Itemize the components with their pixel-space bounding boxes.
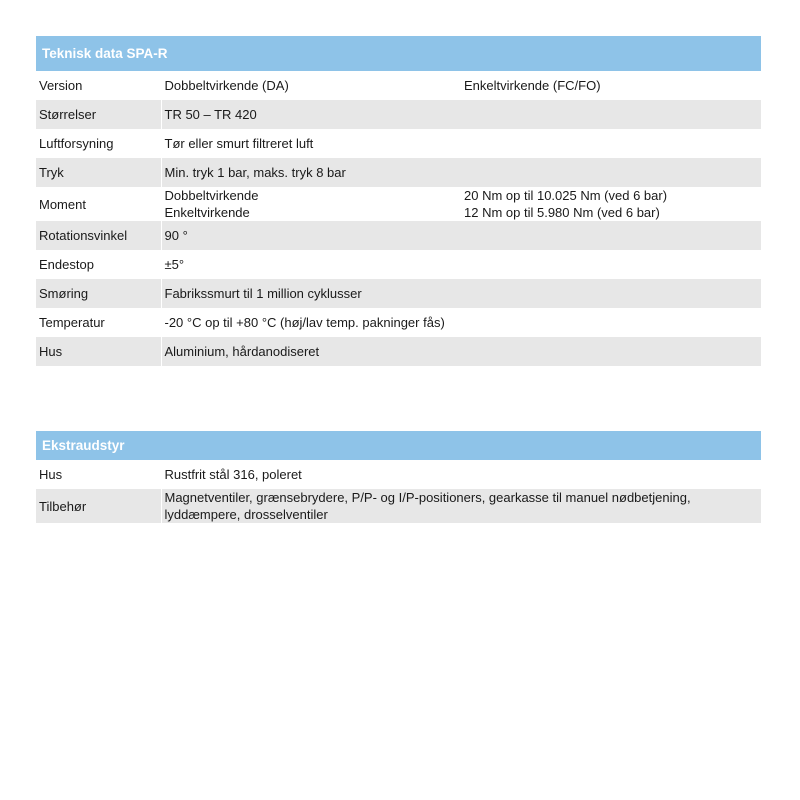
table-row [36, 460, 761, 489]
moment-types [161, 187, 461, 221]
accessories-value [161, 489, 761, 523]
pressure-value: Min. tryk 1 bar, maks. tryk 8 bar [161, 158, 761, 187]
version-value-fc: Enkeltvirkende (FC/FO) [464, 78, 601, 93]
moment-value-fc: 12 Nm op til 5.980 Nm (ved 6 bar) [464, 205, 660, 220]
temperature-value: -20 °C op til +80 °C (høj/lav temp. pakninger fås) [164, 315, 445, 330]
rotation-label: Rotationsvinkel [36, 221, 161, 250]
table-row [36, 250, 761, 279]
pressure-label: Tryk [36, 158, 161, 187]
table-row [36, 158, 761, 187]
accessories-label: Tilbehør [36, 489, 161, 523]
temperature-label: Temperatur [36, 308, 161, 337]
extra-housing-value: Rustfrit stål 316, poleret [164, 467, 302, 482]
accessories-line-1: Magnetventiler, grænsebrydere, P/P- og I/P-positioners, gearkasse til manuel nødbetjening, [164, 490, 691, 505]
table-row [36, 129, 761, 158]
version-label: Version [36, 71, 161, 100]
technical-data-title: Teknisk data SPA-R [36, 36, 761, 71]
moment-label: Moment [36, 187, 161, 221]
moment-value-da: 20 Nm op til 10.025 Nm (ved 6 bar) [464, 188, 668, 203]
table-row [36, 308, 761, 337]
table-row [36, 71, 761, 100]
table-row [36, 337, 761, 366]
accessories-title: Ekstraudstyr [36, 431, 761, 460]
sizes-value: TR 50 – TR 420 [161, 100, 761, 129]
technical-data-table [36, 36, 761, 366]
table-row [36, 100, 761, 129]
air-supply-value: Tør eller smurt filtreret luft [164, 136, 314, 151]
sizes-label: Størrelser [36, 100, 161, 129]
extra-housing-label: Hus [36, 460, 161, 489]
lubrication-label: Smøring [36, 279, 161, 308]
version-value-da: Dobbeltvirkende (DA) [164, 78, 289, 93]
lubrication-value: Fabrikssmurt til 1 million cyklusser [161, 279, 761, 308]
air-supply-label: Luftforsyning [36, 129, 161, 158]
rotation-value: 90 ° [161, 221, 761, 250]
housing-value: Aluminium, hårdanodiseret [161, 337, 761, 366]
moment-type-da: Dobbeltvirkende [164, 188, 259, 203]
table-row [36, 279, 761, 308]
table-row [36, 187, 761, 221]
moment-values [461, 187, 761, 221]
accessories-line-2: lyddæmpere, drosselventiler [164, 507, 328, 522]
accessories-table [36, 431, 761, 523]
table-row [36, 489, 761, 523]
housing-label: Hus [36, 337, 161, 366]
table-row [36, 221, 761, 250]
endstop-label: Endestop [36, 250, 161, 279]
moment-type-fc: Enkeltvirkende [164, 205, 250, 220]
endstop-value: ±5° [164, 257, 185, 272]
